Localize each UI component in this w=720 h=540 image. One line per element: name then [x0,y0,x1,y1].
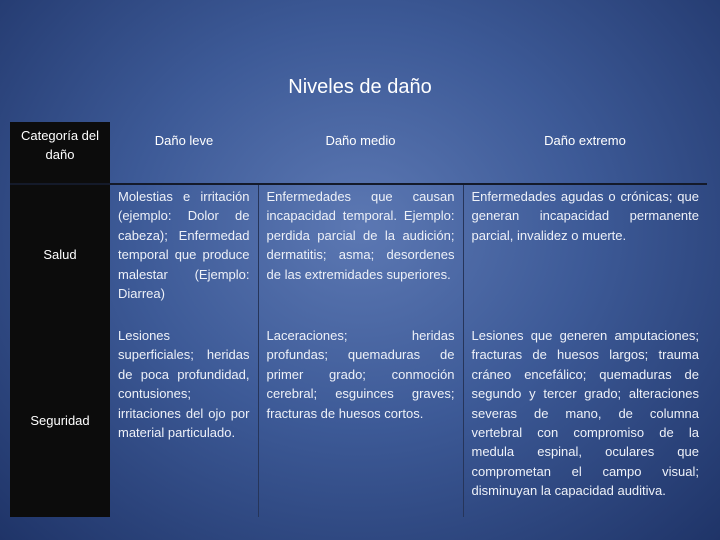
cell-salud-medio: Enfermedades que causan incapacidad temporal. Ejemplo: perdida parcial de la audición; dermatitis; asma; desordenes de las extremidades superiores. [258,185,463,324]
table-row-seguridad [10,324,707,517]
cell-salud-extremo: Enfermedades agudas o crónicas; que generan incapacidad permanente parcial, invalidez o muerte. [471,189,699,243]
header-dano-medio: Daño medio [325,133,396,148]
header-dano-leve: Daño leve [154,133,214,148]
table-header-row [10,122,707,183]
cell-salud-leve: Molestias e irritación (ejemplo: Dolor de cabeza); Enfermedad temporal que produce malestar (Ejemplo: Diarrea) [110,185,258,324]
cell-seguridad-leve: Lesiones superficiales; heridas de poca profundidad, contusiones; irritaciones del ojo por material particulado. [110,324,258,517]
damage-levels-table [10,122,707,517]
cell-seguridad-medio: Laceraciones; heridas profundas; quemaduras de primer grado; conmoción cerebral; esguinces graves; fracturas de huesos cortos. [258,324,463,517]
table-row-salud [10,185,707,324]
header-dano-extremo: Daño extremo [544,133,626,148]
slide-title: Niveles de daño [288,76,432,98]
header-category: Categoría del daño [10,122,110,183]
cell-seguridad-extremo: Lesiones que generen amputaciones; fracturas de huesos largos; trauma cráneo encefálico; quemaduras de segundo y tercer grado; alteraciones severas de mano, de columna vertebral con compromiso de la medula espinal, oculares que comprometan el campo visual; disminuyan la capacidad auditiva. [471,328,699,499]
row-category-seguridad: Seguridad [10,324,110,517]
row-category-salud: Salud [10,185,110,324]
